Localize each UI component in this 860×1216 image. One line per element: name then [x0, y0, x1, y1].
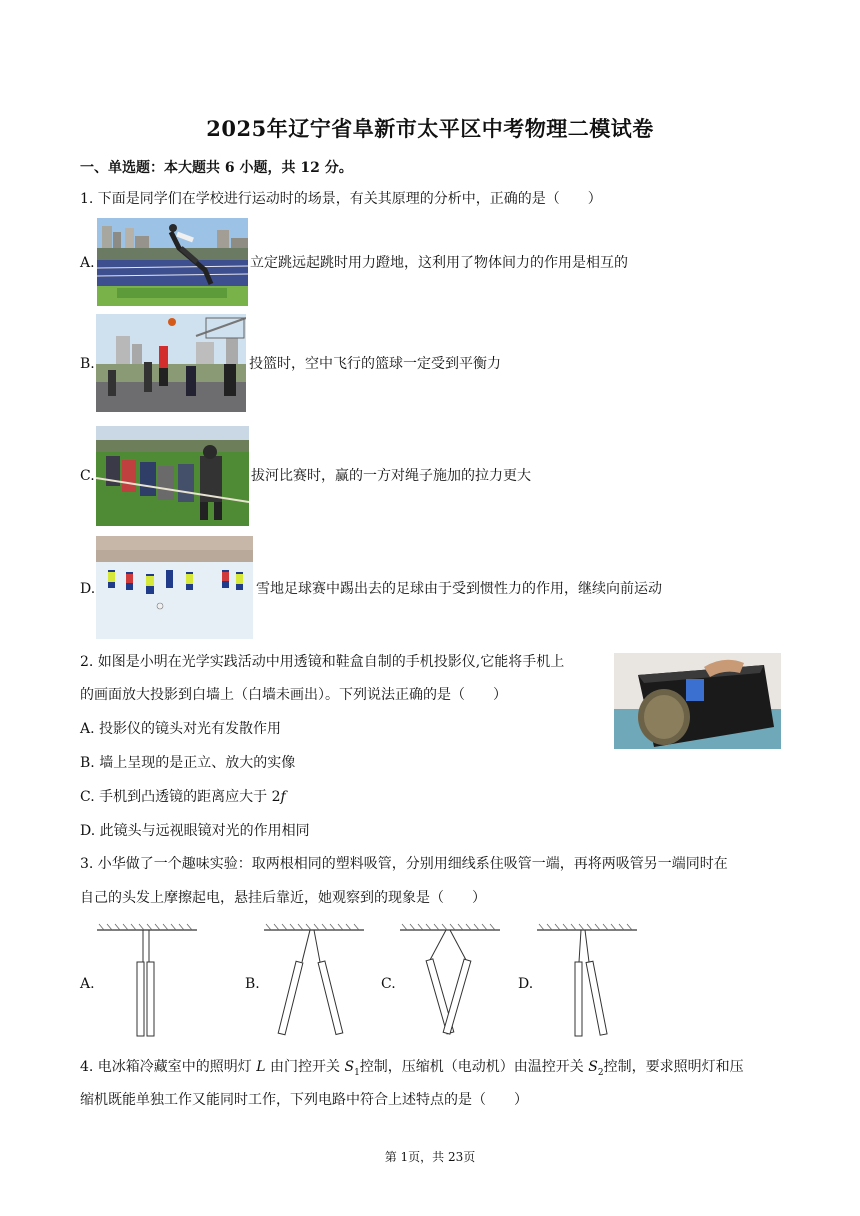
question-2-line2: 的画面放大投影到白墙上（白墙未画出）。下列说法正确的是（ ） [80, 687, 507, 703]
q3-label-c: C. [381, 976, 396, 992]
focal-length-symbol: f [280, 789, 286, 805]
q3-label-a: A. [80, 976, 95, 992]
tug-of-war-photo [96, 426, 249, 526]
q3-label-b: B. [245, 976, 260, 992]
q3-label-d: D. [518, 976, 534, 992]
page-title: 2025年辽宁省阜新市太平区中考物理二模试卷 [206, 116, 654, 141]
question-3-line2: 自己的头发上摩擦起电，悬挂后靠近，她观察到的现象是（ ） [80, 890, 486, 906]
switch-s1-symbol: S [344, 1059, 355, 1075]
question-4-line1 [80, 1057, 744, 1083]
q2-option-a: A. 投影仪的镜头对光有发散作用 [80, 721, 282, 737]
question-1-stem: 1. 下面是同学们在学校进行运动时的场景，有关其原理的分析中，正确的是（ ） [80, 191, 602, 207]
option-c-text: 拔河比赛时，赢的一方对绳子施加的拉力更大 [251, 468, 531, 484]
option-a-text: 立定跳远起跳时用力蹬地，这利用了物体间力的作用是相互的 [250, 255, 628, 271]
q4-text-1: 4. 电冰箱冷藏室中的照明灯 [80, 1059, 257, 1075]
question-2-line1: 2. 如图是小明在光学实践活动中用透镜和鞋盒自制的手机投影仪,它能将手机上 [80, 654, 565, 670]
switch-s1-subscript: 1 [354, 1067, 360, 1078]
lamp-symbol: L [256, 1059, 266, 1075]
diagram-straws-c [398, 922, 503, 1042]
q4-text-4: 控制，要求照明灯和压 [603, 1059, 744, 1075]
basketball-photo [96, 314, 246, 412]
q2-option-c-text: C. 手机到凸透镜的距离应大于 2 [80, 789, 281, 805]
snow-football-photo [96, 536, 253, 639]
q2-option-d: D. 此镜头与远视眼镜对光的作用相同 [80, 823, 310, 839]
diagram-straws-d [535, 922, 640, 1042]
q4-text-2: 由门控开关 [265, 1059, 345, 1075]
option-c-letter: C. [80, 468, 95, 484]
page-footer: 第 1页，共 23页 [384, 1150, 476, 1164]
switch-s2-symbol: S [588, 1059, 598, 1075]
phone-projector-photo [614, 653, 781, 749]
q2-option-c [80, 787, 286, 807]
diagram-straws-a [95, 922, 200, 1042]
option-a-letter: A. [80, 255, 95, 271]
option-b-letter: B. [80, 356, 95, 372]
option-d-letter: D. [80, 581, 96, 597]
option-d-text: 雪地足球赛中踢出去的足球由于受到惯性力的作用，继续向前运动 [256, 581, 662, 597]
long-jump-photo [97, 218, 248, 306]
diagram-straws-b [262, 922, 367, 1042]
q2-option-b: B. 墙上呈现的是正立、放大的实像 [80, 755, 296, 771]
option-b-text: 投篮时，空中飞行的篮球一定受到平衡力 [249, 356, 501, 372]
question-4-line2: 缩机既能单独工作又能同时工作，下列电路中符合上述特点的是（ ） [80, 1092, 528, 1108]
switch-s2-subscript: 2 [597, 1067, 604, 1078]
q4-text-3: 控制，压缩机（电动机）由温控开关 [359, 1059, 589, 1075]
question-3-line1: 3. 小华做了一个趣味实验：取两根相同的塑料吸管，分别用细线系住吸管一端，再将两吸管另一端同时在 [80, 856, 728, 872]
section-heading: 一、单选题：本大题共 6 小题，共 12 分。 [80, 160, 353, 176]
